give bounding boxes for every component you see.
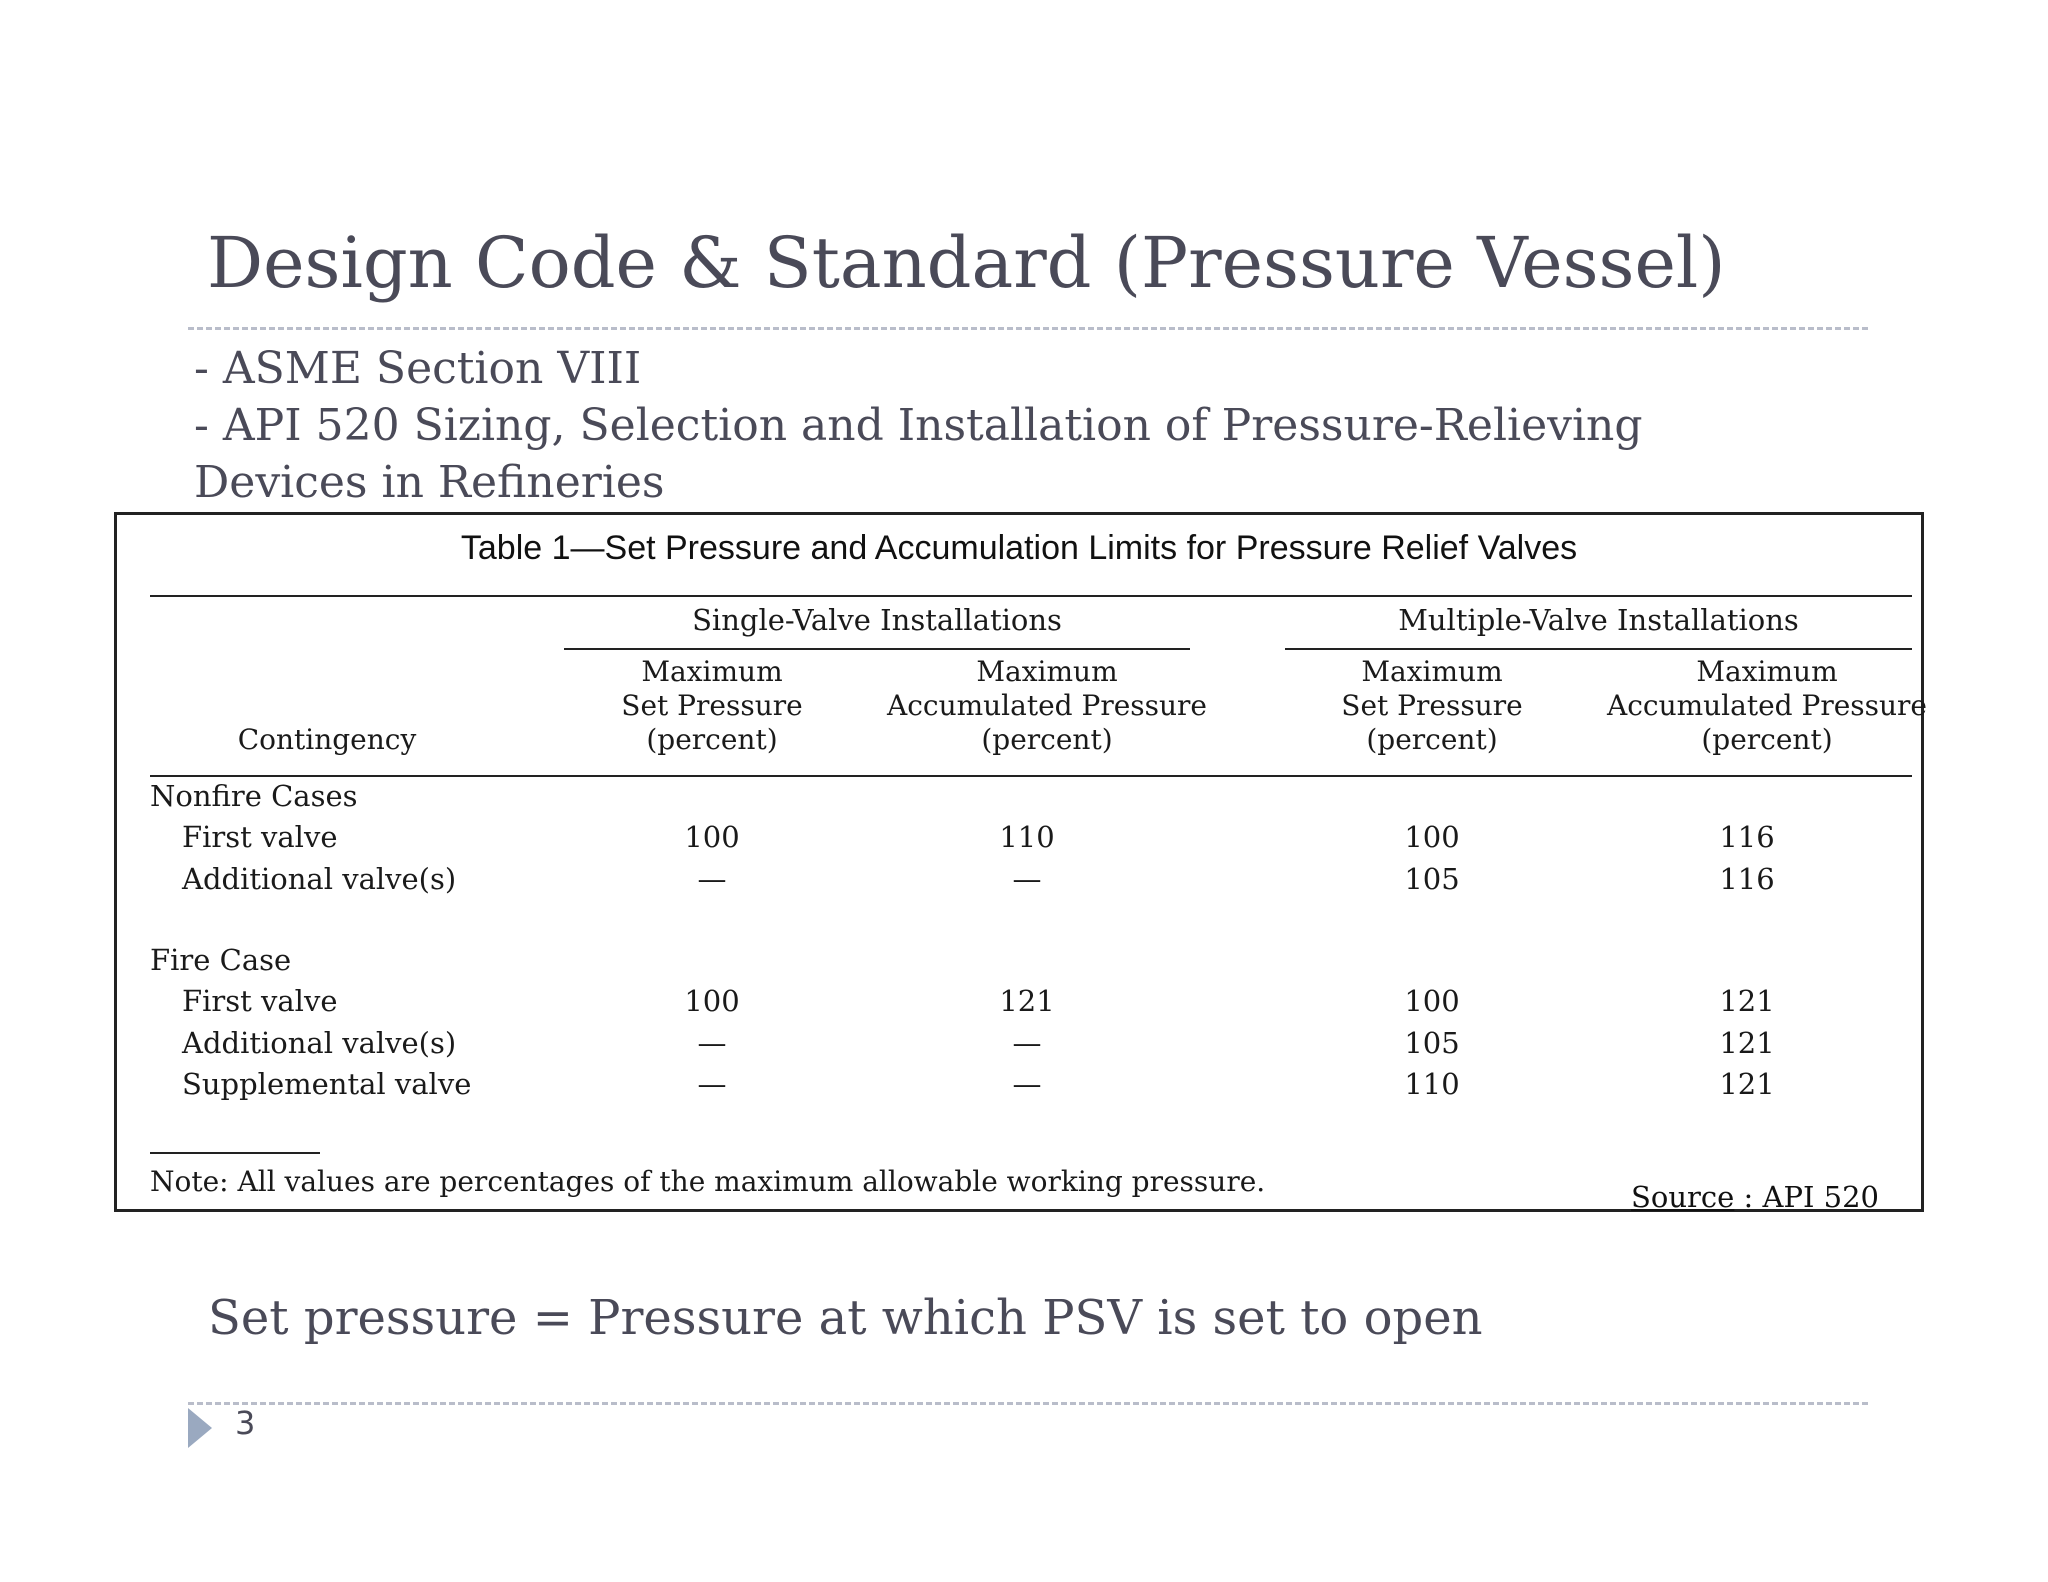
table-cell: 121 [999, 984, 1055, 1018]
table-cell: 100 [684, 984, 740, 1018]
column-header: Maximum Set Pressure (percent) [1341, 655, 1523, 756]
triangle-bullet-icon [188, 1408, 212, 1448]
table-cell: 105 [1404, 862, 1460, 896]
source-citation [1631, 1180, 1879, 1214]
table-cell: — [697, 1026, 727, 1060]
table-cell: — [697, 862, 727, 896]
bullet-item: - ASME Section VIII [194, 343, 642, 394]
header-bottom-rule [150, 775, 1912, 777]
title-divider [188, 327, 1868, 330]
table-cell: 116 [1719, 862, 1775, 896]
column-header: Maximum Accumulated Pressure (percent) [1606, 655, 1928, 756]
footer-divider [188, 1402, 1868, 1405]
contingency-header: Contingency [237, 723, 417, 756]
table-cell: 100 [1404, 984, 1460, 1018]
bullet-list [194, 340, 1643, 511]
footnote-rule [150, 1152, 320, 1154]
table-cell: 100 [1404, 820, 1460, 854]
row-label: Additional valve(s) [182, 1026, 457, 1060]
table-cell: 116 [1719, 820, 1775, 854]
source-value: : API 520 [1734, 1180, 1879, 1214]
row-label: Supplemental valve [182, 1067, 472, 1101]
row-label: First valve [182, 820, 338, 854]
group-header-multiple: Multiple-Valve Installations [1398, 603, 1799, 637]
section-label: Fire Case [150, 943, 292, 977]
section-label: Nonfire Cases [150, 779, 358, 813]
table-top-rule [150, 595, 1912, 597]
column-header: Maximum Accumulated Pressure (percent) [886, 655, 1208, 756]
table-cell: — [1012, 1026, 1042, 1060]
table-cell: — [1012, 1067, 1042, 1101]
row-label: Additional valve(s) [182, 862, 457, 896]
table-note: Note: All values are percentages of the maximum allowable working pressure. [150, 1165, 1266, 1198]
table-cell: 121 [1719, 1067, 1775, 1101]
table-cell: 100 [684, 820, 740, 854]
source-label: Source [1631, 1180, 1735, 1214]
table-cell: — [1012, 862, 1042, 896]
bullet-item: - API 520 Sizing, Selection and Installation of Pressure-Relieving [194, 400, 1643, 451]
group-header-single: Single-Valve Installations [692, 603, 1062, 637]
table-cell: 121 [1719, 984, 1775, 1018]
pressure-limits-table [114, 512, 1928, 1214]
table-cell: 121 [1719, 1026, 1775, 1060]
table-cell: 105 [1404, 1026, 1460, 1060]
group-rule-multiple [1285, 648, 1912, 650]
table-title: Table 1—Set Pressure and Accumulation Limits for Pressure Relief Valves [460, 529, 1578, 567]
slide-title: Design Code & Standard (Pressure Vessel) [207, 222, 1726, 304]
column-header: Maximum Set Pressure (percent) [621, 655, 803, 756]
table-cell: 110 [1404, 1067, 1460, 1101]
group-rule-single [564, 648, 1190, 650]
page-number: 3 [235, 1404, 256, 1442]
set-pressure-definition: Set pressure = Pressure at which PSV is set to open [208, 1290, 1483, 1346]
table-cell: 110 [999, 820, 1055, 854]
table-cell: — [697, 1067, 727, 1101]
row-label: First valve [182, 984, 338, 1018]
bullet-item: Devices in Refineries [194, 457, 665, 508]
